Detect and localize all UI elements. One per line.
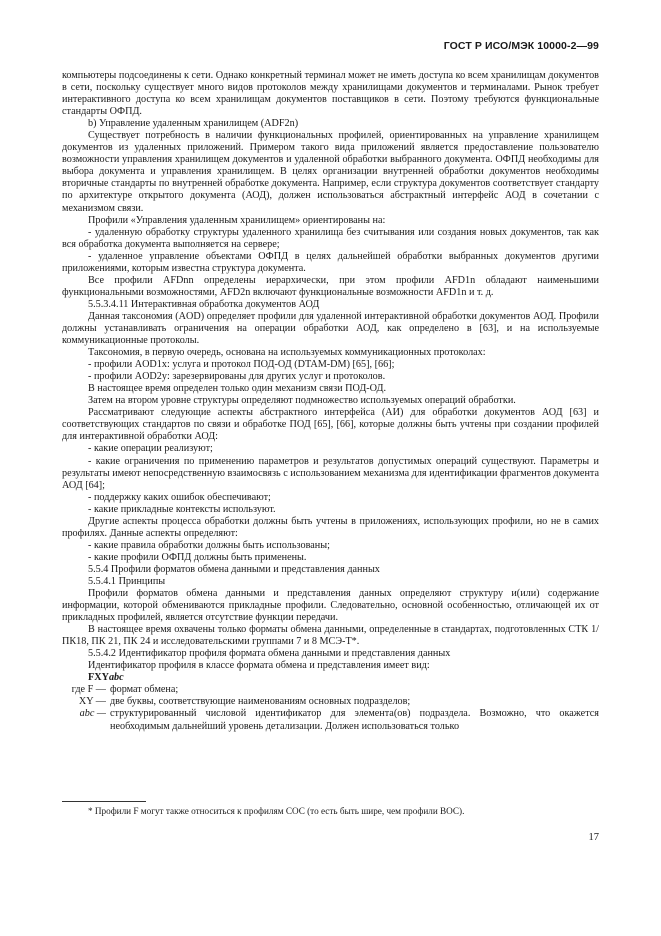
section-heading: 5.5.4 Профили форматов обмена данными и представления данных <box>88 563 380 575</box>
definition-row <box>62 696 599 708</box>
paragraph: Профили форматов обмена данными и представления данных определяют структуру и(или) содержание информации, которой обмениваются прикладные профили. Следовательно, основной особенностью, отличающей их от прикладных профилей, является отсутствие функции передачи. <box>62 588 599 624</box>
definition-row <box>62 708 599 732</box>
page-number: 17 <box>588 832 599 843</box>
definition-term: где F — <box>71 684 106 696</box>
list-item: - какие профили ОФПД должны быть применены. <box>88 551 307 563</box>
definition-term-italic: abc — <box>79 708 106 720</box>
list-item: - какие прикладные контексты используют. <box>88 503 276 515</box>
list-item: - какие операции реализуют; <box>88 443 213 455</box>
paragraph: Затем на втором уровне структуры определяют подмножество используемых операций обработки. <box>88 395 516 407</box>
list-item: - профили AOD1x: услуга и протокол ПОД-ОД (DTAM-DM) [65], [66]; <box>88 359 395 371</box>
list-item: - удаленную обработку структуры удаленного хранилища без считывания или создания новых документов, так как вся обработка документа выполняется на сервере; <box>62 226 599 250</box>
list-item: - профили AOD2y: зарезервированы для других услуг и протоколов. <box>88 371 386 383</box>
paragraph: В настоящее время определен только один механизм связи ПОД-ОД. <box>88 383 387 395</box>
list-item: - какие ограничения по применению параметров и результатов допустимых операций существуют. Параметры и результаты имеют непосредственную взаимосвязь с использованием механизма для идентификации фрагментов документа АОД [64]; <box>62 455 599 491</box>
section-heading: 5.5.3.4.11 Интерактивная обработка документов АОД <box>88 298 320 310</box>
list-item: - какие правила обработки должны быть использованы; <box>88 539 330 551</box>
section-heading: 5.5.4.1 Принципы <box>88 575 166 587</box>
definition-text: структурированный числовой идентификатор для элемента(ов) подраздела. Возможно, что окажется необходимым дальнейший уровень детализации. Должен использоваться только <box>110 708 599 732</box>
list-item-heading: b) Управление удаленным хранилищем (ADF2n) <box>88 118 299 130</box>
paragraph: Рассматривают следующие аспекты абстрактного интерфейса (АИ) для обработки документов АОД [63] и соответствующих стандартов по связи и обработке ПОД [65], [66], которые должны быть учтены при создании профилей для интерактивной обработки АОД: <box>62 407 599 443</box>
paragraph: Существует потребность в наличии функциональных профилей, ориентированных на управление хранилищем документов из удаленных приложений. Примером такого вида приложений является предоставление пользователю возможности управления хранилищем документов и удаленной обработки выбранного документа. ОФПД необходимы для выбора документа и управления хранилищем. В целях организации внутренней обработки документов необходимы вторичные стандарты по внутренней обработке документа. Например, если структура документов соответствует стандарту по архитектуре открытого документа (АОД), должен использоваться абстрактный интерфейс АОД в сочетании с механизмом связи. <box>62 130 599 214</box>
paragraph: компьютеры подсоединены к сети. Однако конкретный терминал может не иметь доступа ко всем хранилищам документов в сети, поскольку существует много видов протоколов между хранилищами документов и терминалами. Рынок требует интерактивного доступа ко всем хранилищам документов поставщиков в сети. Поэтому требуются функциональные стандарты ОФПД. <box>62 70 599 118</box>
list-item: - поддержку каких ошибок обеспечивают; <box>88 491 271 503</box>
definition-text: две буквы, соответствующие наименованиям основных подразделов; <box>110 696 411 708</box>
paragraph: Профили «Управления удаленным хранилищем» ориентированы на: <box>88 214 386 226</box>
definition-text: формат обмена; <box>110 684 179 696</box>
definition-term: XY — <box>78 696 106 708</box>
footnote-divider <box>62 801 146 802</box>
identifier-prefix: FXY <box>88 672 109 684</box>
paragraph: Идентификатор профиля в классе формата обмена и представления имеет вид: <box>88 660 430 672</box>
paragraph: Все профили AFDnn определены иерархически, при этом профили AFD1n обладают наименьшими функциональными возможностями, AFD2n включают функциональные возможности AFD1n и т. д. <box>62 274 599 298</box>
document-body <box>62 70 599 733</box>
list-item: - удаленное управление объектами ОФПД в целях дальнейшей обработки выбранных документов другими приложениями, которым известна структура документа. <box>62 250 599 274</box>
footnote: * Профили F могут также относиться к профилям СОС (то есть быть шире, чем профили ВОС). <box>88 806 465 816</box>
definition-term <box>62 708 110 732</box>
paragraph: Данная таксономия (AOD) определяет профили для удаленной интерактивной обработки документов АОД. Профили должны устанавливать ограничения на операции обработки АОД, как определено в [63], и на используемые коммуникационные протоколы. <box>62 310 599 347</box>
paragraph: Другие аспекты процесса обработки должны быть учтены в приложениях, использующих профили, но не в самих профилях. Данные аспекты определяют: <box>62 515 599 539</box>
paragraph: Таксономия, в первую очередь, основана на используемых коммуникационных протоколах: <box>88 347 486 359</box>
paragraph: В настоящее время охвачены только форматы обмена данными, определенные в стандартах, подготовленных СТК 1/ПК18, ПК 21, ПК 24 и исследовательскими группами 7 и 8 МСЭ-Т*. <box>62 624 599 648</box>
profile-identifier <box>62 672 599 684</box>
section-heading: 5.5.4.2 Идентификатор профиля формата обмена данными и представления данных <box>88 648 451 660</box>
identifier-suffix: abc <box>108 672 124 684</box>
page-header: ГОСТ Р ИСО/МЭК 10000-2—99 <box>443 40 599 52</box>
definition-row <box>62 684 599 696</box>
